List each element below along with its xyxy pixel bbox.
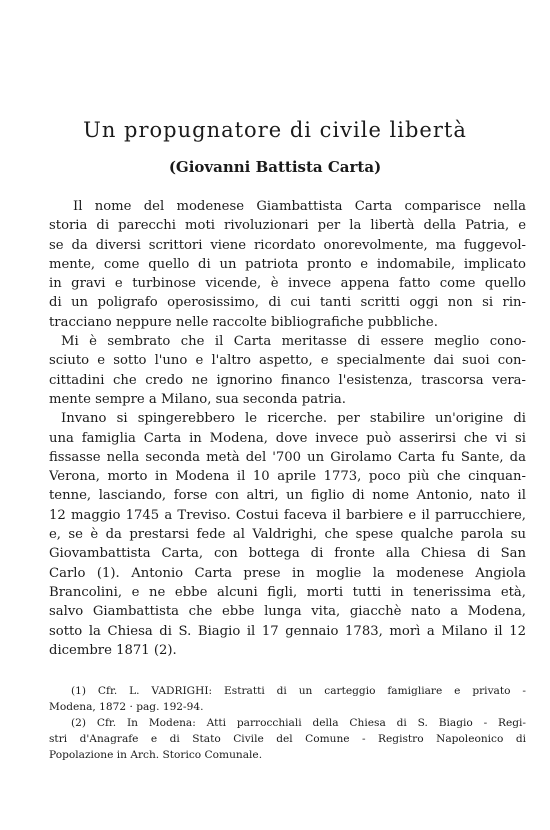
- text-line: una famiglia Carta in Modena, dove invece può asserirsi che vi si: [49, 430, 526, 446]
- text-line: salvo Giambattista che ebbe lunga vita, giacchè nato a Modena,: [49, 604, 526, 620]
- text-line: sciuto e sotto l'uno e l'altro aspetto, e specialmente dai suoi con-: [49, 353, 526, 369]
- text-line: 12 maggio 1745 a Treviso. Costui faceva il barbiere e il parrucchiere,: [49, 507, 526, 523]
- text-line: tracciano neppure nelle raccolte bibliografiche pubbliche.: [49, 314, 438, 330]
- text-line: mente sempre a Milano, sua seconda patria.: [49, 391, 346, 407]
- text-line: cittadini che credo ne ignorino financo l'esistenza, trascorsa vera-: [49, 372, 526, 388]
- text-line: tenne, lasciando, forse con altri, un figlio di nome Antonio, nato il: [49, 488, 526, 504]
- text-line: sotto la Chiesa di S. Biagio il 17 gennaio 1783, morì a Milano il 12: [49, 623, 526, 639]
- page-title: Un propugnatore di civile libertà: [83, 118, 467, 142]
- text-line: in gravi e turbinose vicende, è invece appena fatto come quello: [49, 276, 526, 292]
- footnote-line: (2) Cfr. In Modena: Atti parrocchiali della Chiesa di S. Biagio - Regi-: [71, 717, 526, 729]
- text-line: mente, come quello di un patriota pronto e indomabile, implicato: [49, 256, 526, 272]
- text-line: Invano si spingerebbero le ricerche. per stabilire un'origine di: [61, 411, 526, 427]
- text-line: se da diversi scrittori viene ricordato onorevolmente, ma fuggevol-: [49, 237, 526, 253]
- text-line: storia di parecchi moti rivoluzionari per la libertà della Patria, e: [49, 218, 526, 234]
- article-body: [49, 197, 526, 660]
- text-line: fissasse nella seconda metà del '700 un Girolamo Carta fu Sante, da: [49, 449, 526, 465]
- page-subtitle: (Giovanni Battista Carta): [168, 158, 382, 176]
- text-line: Verona, morto in Modena il 10 aprile 1773, poco più che cinquan-: [49, 469, 526, 485]
- footnote-line: Popolazione in Arch. Storico Comunale.: [49, 749, 263, 761]
- text-line: Carlo (1). Antonio Carta prese in moglie la modenese Angiola: [49, 565, 526, 581]
- text-line: di un poligrafo operosissimo, di cui tanti scritti oggi non si rin-: [49, 295, 526, 311]
- text-line: Brancolini, e ne ebbe alcuni figli, morti tutti in tenerissima età,: [49, 584, 526, 600]
- footnote-line: Modena, 1872 · pag. 192-94.: [49, 701, 204, 713]
- footnote-line: stri d'Anagrafe e di Stato Civile del Comune - Registro Napoleonico di: [49, 733, 526, 745]
- text-line: e, se è da prestarsi fede al Valdrighi, che spese qualche parola su: [49, 527, 526, 543]
- text-line: dicembre 1871 (2).: [49, 642, 177, 658]
- text-line: Giovambattista Carta, con bottega di fronte alla Chiesa di San: [49, 546, 526, 562]
- footnotes: [49, 683, 526, 763]
- text-line: Mi è sembrato che il Carta meritasse di essere meglio cono-: [61, 334, 526, 350]
- footnote-line: (1) Cfr. L. VADRIGHI: Estratti di un carteggio famigliare e privato -: [71, 685, 526, 697]
- text-line: Il nome del modenese Giambattista Carta comparisce nella: [73, 199, 526, 214]
